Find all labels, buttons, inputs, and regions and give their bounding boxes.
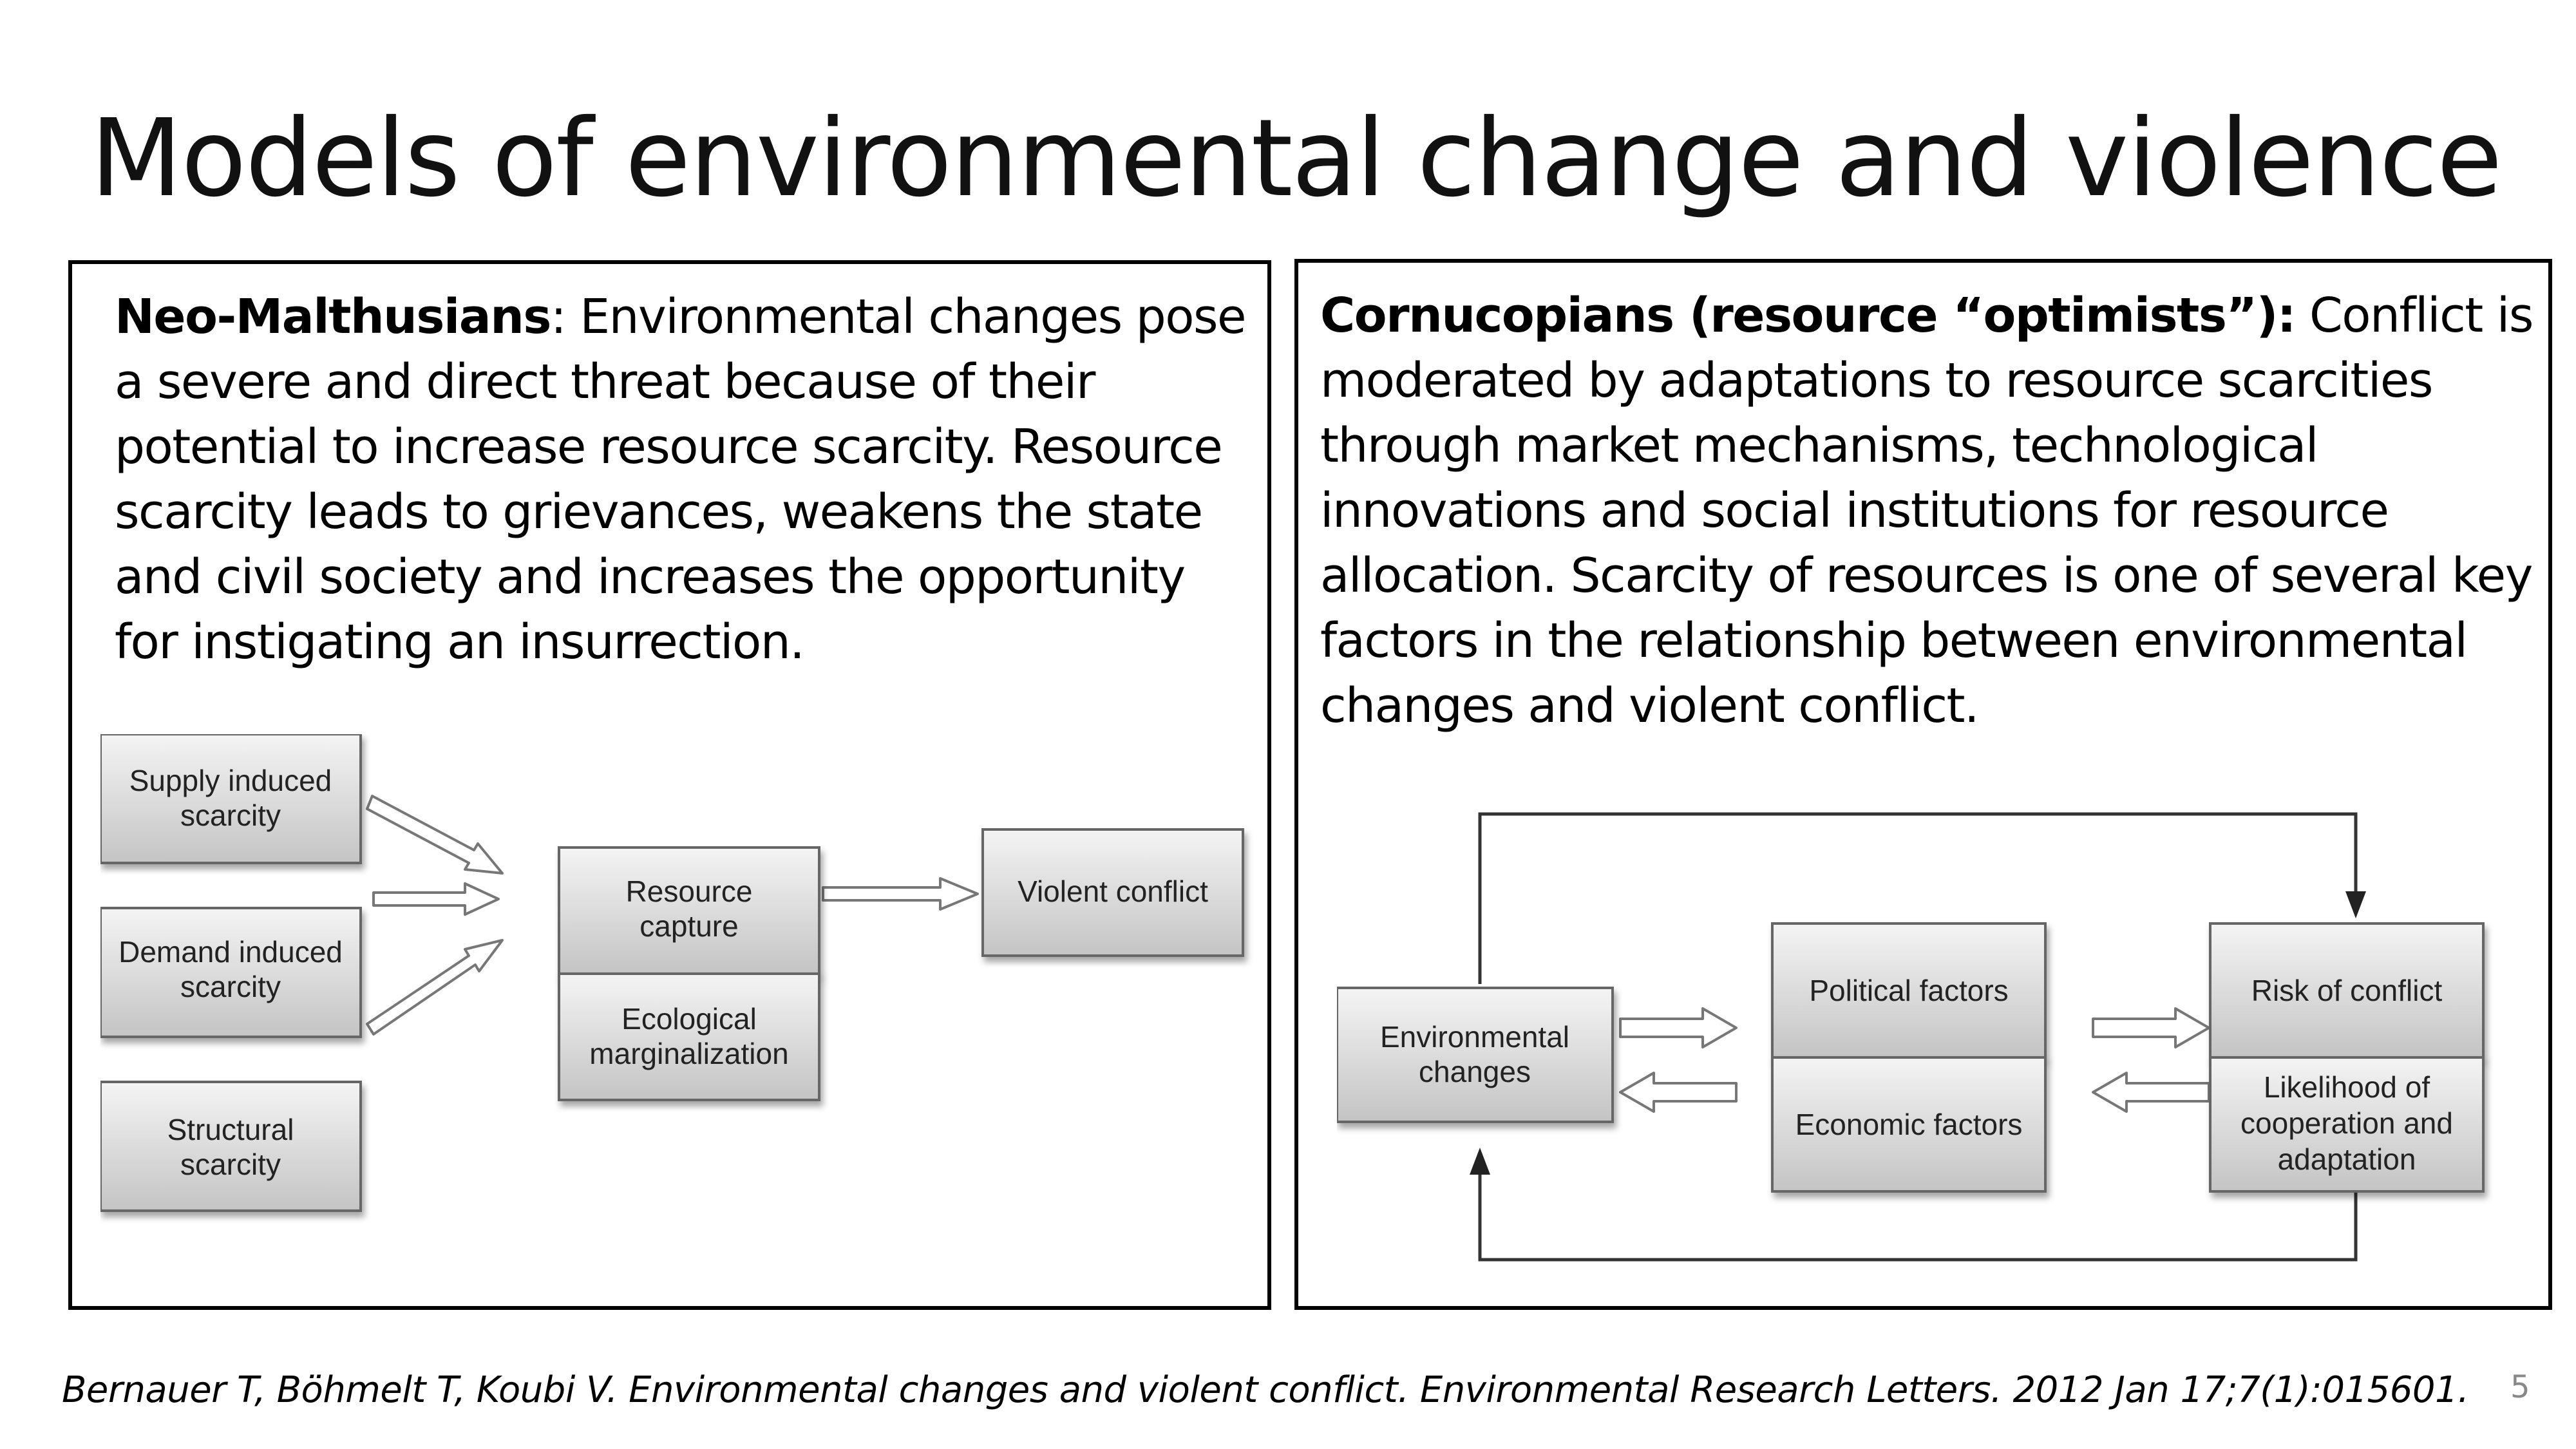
citation: Bernauer T, Böhmelt T, Koubi V. Environmental changes and violent conflict. Environmental Research Letters. 2012 Jan 17;7(1):015601. xyxy=(62,1369,2469,1411)
arrow-demand-to-middle xyxy=(374,884,498,914)
demand-label-2: scarcity xyxy=(180,970,281,1003)
conflict-label: Violent conflict xyxy=(1018,875,1208,908)
likelihood-label-1: Likelihood of xyxy=(2263,1070,2430,1104)
political-factors-box xyxy=(1772,923,2045,1057)
arrow-supply-to-capture xyxy=(367,796,502,873)
cornucopian-heading: Cornucopians (resource “optimists”): xyxy=(1320,288,2296,343)
page-number: 5 xyxy=(2510,1369,2530,1405)
marginalization-label-2: marginalization xyxy=(589,1037,789,1070)
structural-label-1: Structural xyxy=(167,1113,294,1146)
economic-factors-box xyxy=(1772,1057,2045,1191)
violent-conflict-box xyxy=(983,829,1243,956)
neo-malthusian-panel xyxy=(68,260,1271,1310)
env-label-2: changes xyxy=(1419,1055,1531,1088)
cornucopian-description xyxy=(1320,283,2544,739)
neo-malthusian-diagram xyxy=(100,734,1298,1249)
likelihood-label-2: cooperation and xyxy=(2240,1106,2453,1140)
cornucopian-diagram xyxy=(1337,804,2548,1293)
arrow-factors-to-risk xyxy=(2093,1009,2209,1047)
demand-induced-scarcity-box xyxy=(100,908,361,1037)
supply-label-2: scarcity xyxy=(180,799,281,832)
feedback-arrowhead-down xyxy=(2345,891,2366,918)
env-label-1: Environmental xyxy=(1379,1020,1570,1054)
risk-label: Risk of conflict xyxy=(2251,974,2443,1007)
neo-malthusian-description xyxy=(115,285,1248,675)
feedback-arrowhead-up xyxy=(1470,1148,1490,1175)
arrow-risk-to-factors xyxy=(2093,1073,2209,1112)
capture-label-1: Resource xyxy=(625,875,753,908)
political-label: Political factors xyxy=(1809,974,2009,1007)
neo-malthusian-heading: Neo-Malthusians xyxy=(115,289,551,345)
likelihood-label-3: adaptation xyxy=(2277,1142,2416,1176)
supply-induced-scarcity-box xyxy=(100,734,361,863)
demand-label-1: Demand induced xyxy=(118,935,343,969)
structural-scarcity-box xyxy=(100,1082,361,1211)
supply-label-1: Supply induced xyxy=(129,764,332,797)
cornucopian-panel xyxy=(1294,259,2552,1310)
arrow-structural-to-marginalization xyxy=(367,940,502,1034)
structural-label-2: scarcity xyxy=(180,1148,281,1181)
likelihood-cooperation-box xyxy=(2210,1057,2483,1191)
marginalization-label-1: Ecological xyxy=(621,1002,757,1036)
arrow-env-to-factors xyxy=(1620,1009,1736,1047)
risk-of-conflict-box xyxy=(2210,923,2483,1057)
ecological-marginalization-box xyxy=(559,974,819,1100)
arrow-factors-to-env xyxy=(1620,1073,1736,1112)
resource-capture-box xyxy=(559,848,819,974)
capture-label-2: capture xyxy=(639,909,739,943)
arrow-middle-to-conflict xyxy=(823,878,978,909)
economic-label: Economic factors xyxy=(1795,1108,2023,1141)
slide-title: Models of environmental change and violence xyxy=(90,97,2501,221)
cornucopian-body: Conflict is moderated by adaptations to resource scarcities through market mechanisms, technological innovations and social institutions for resource allocation. Scarcity of resources is one of several key factors in the relationship between environmental changes and violent conflict. xyxy=(1320,288,2533,734)
neo-malthusian-body: : Environmental changes pose a severe and direct threat because of their potential to increase resource scarcity. Resource scarcity leads to grievances, weakens the state and civil society and increases the opportunity for instigating an insurrection. xyxy=(115,289,1246,670)
environmental-changes-box xyxy=(1337,988,1613,1122)
